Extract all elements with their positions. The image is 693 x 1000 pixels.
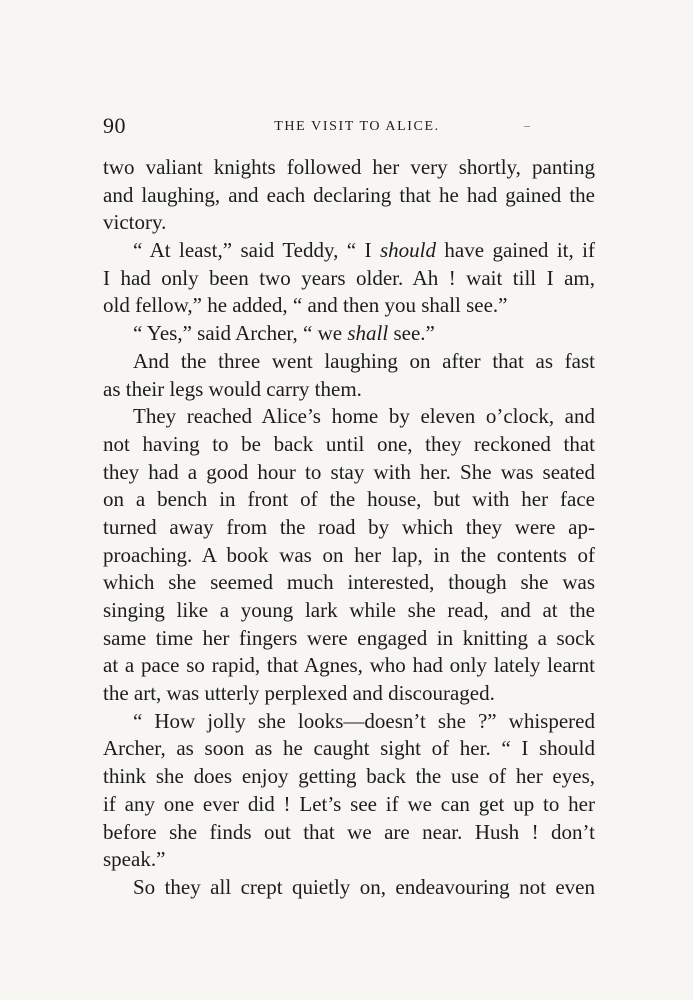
text-line: on a bench in front of the house, but with her face xyxy=(103,487,595,512)
text-line: I had only been two years older. Ah ! wait till I am, xyxy=(103,265,595,290)
italic-emphasis: shall xyxy=(347,321,389,346)
text-line: before she finds out that we are near. Hush ! don’t xyxy=(103,819,595,844)
text-fragment: have gained it, if xyxy=(435,238,595,263)
text-line: two valiant knights followed her very shortly, panting xyxy=(103,155,595,179)
text-fragment: “ At least,” said Teddy, “ I xyxy=(133,238,380,263)
text-line: if any one ever did ! Let’s see if we can get up to her xyxy=(103,791,595,816)
body-text xyxy=(103,154,595,902)
text-line: which she seemed much interested, though she was xyxy=(103,570,595,595)
text-line: turned away from the road by which they were ap- xyxy=(103,514,595,539)
text-line: Archer, as soon as he caught sight of her. “ I should xyxy=(103,736,595,761)
text-line: as their legs would carry them. xyxy=(103,376,362,401)
text-line: same time her fingers were engaged in knitting a sock xyxy=(103,625,595,650)
text-line: they had a good hour to stay with her. She was seated xyxy=(103,459,595,484)
italic-emphasis: should xyxy=(379,238,436,263)
text-line: So they all crept quietly on, endeavouring not even xyxy=(133,874,595,899)
text-line: not having to be back until one, they reckoned that xyxy=(103,431,595,456)
text-line: speak.” xyxy=(103,847,166,872)
running-title: THE VISIT TO ALICE. xyxy=(274,119,440,134)
page-number: 90 xyxy=(103,113,126,138)
text-line: victory. xyxy=(103,210,167,235)
text-line: the art, was utterly perplexed and discouraged. xyxy=(103,681,495,706)
text-line: proaching. A book was on her lap, in the contents of xyxy=(103,542,595,567)
text-line: think she does enjoy getting back the use of her eyes, xyxy=(103,764,595,789)
text-line xyxy=(103,320,595,348)
text-line: They reached Alice’s home by eleven o’clock, and xyxy=(133,404,595,429)
text-line: singing like a young lark while she read, and at the xyxy=(103,598,595,622)
text-line: And the three went laughing on after that as fast xyxy=(133,348,595,373)
text-line: “ How jolly she looks—doesn’t she ?” whispered xyxy=(133,708,595,733)
text-fragment: see.” xyxy=(388,321,435,346)
text-line: and laughing, and each declaring that he had gained the xyxy=(103,182,595,207)
text-line: old fellow,” he added, “ and then you shall see.” xyxy=(103,293,508,318)
text-fragment: “ Yes,” said Archer, “ we xyxy=(133,321,348,346)
text-line xyxy=(103,237,595,265)
page-header xyxy=(103,113,595,143)
text-line: at a pace so rapid, that Agnes, who had only lately learnt xyxy=(103,653,595,678)
print-speck xyxy=(524,126,530,127)
